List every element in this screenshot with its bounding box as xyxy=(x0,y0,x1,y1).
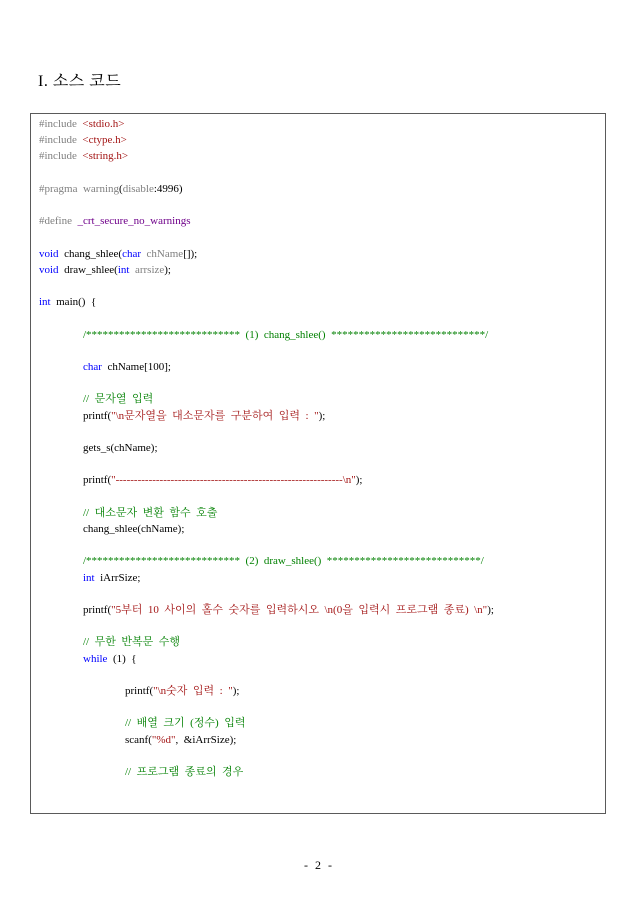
code-token-string: "5부터 10 사이의 홀수 숫자를 입력하시오 \n(0을 입력시 프로그램 종료) \n" xyxy=(111,604,488,616)
page-number: - 2 - xyxy=(304,858,334,872)
section-title: I. 소스 코드 xyxy=(38,73,122,90)
code-token-default: chang_shlee( xyxy=(58,247,123,260)
code-token-preproc: #include xyxy=(39,134,83,147)
code-token-comment: // 배열 크기 (정수) 입력 xyxy=(125,717,246,730)
code-token-default: :4996) xyxy=(153,182,183,195)
code-token-default: scanf( xyxy=(125,733,152,746)
code-token-preproc: #define xyxy=(39,215,78,228)
code-token-default: []); xyxy=(183,247,198,260)
code-token-keyword: char xyxy=(122,247,142,260)
code-token-default: , &iArrSize); xyxy=(175,733,237,746)
code-token-string: "\n문자열을 대소문자를 구분하여 입력 : " xyxy=(111,409,319,422)
code-line xyxy=(125,684,239,698)
code-line xyxy=(39,295,96,309)
code-line xyxy=(39,149,128,163)
code-line xyxy=(83,360,171,374)
code-token-keyword: int xyxy=(117,263,130,276)
code-token-default: (1) { xyxy=(107,652,137,665)
code-line xyxy=(83,522,184,536)
code-token-param: arrsize xyxy=(134,263,165,276)
code-token-default: ); xyxy=(232,685,240,697)
code-line xyxy=(83,506,217,520)
code-line xyxy=(125,716,245,730)
code-line xyxy=(83,409,325,423)
code-token-default: printf( xyxy=(125,685,154,697)
code-token-preproc: disable xyxy=(122,182,154,195)
code-token-keyword: char xyxy=(83,361,102,373)
code-token-default: ); xyxy=(318,409,326,422)
code-token-keyword: int xyxy=(83,571,95,584)
code-line xyxy=(83,473,363,487)
code-line xyxy=(83,571,140,585)
code-line xyxy=(83,554,484,568)
code-line xyxy=(39,117,124,131)
code-token-default: gets_s(chName); xyxy=(83,442,158,454)
code-token-keyword: void xyxy=(39,263,59,276)
code-token-default: ( xyxy=(119,182,123,195)
code-line xyxy=(83,441,158,455)
code-token-string: "\n숫자 입력 : " xyxy=(153,685,233,697)
code-line xyxy=(125,733,236,747)
code-token-comment: /**************************** (1) chang_shlee() ****************************/ xyxy=(83,328,489,341)
code-token-macro: _crt_secure_no_warnings xyxy=(77,215,191,228)
code-token-default: draw_shlee( xyxy=(58,263,118,276)
code-token-default: printf( xyxy=(83,409,112,422)
code-token-header: <string.h> xyxy=(82,150,129,163)
code-token-default: iArrSize; xyxy=(94,571,141,584)
code-token-default: ); xyxy=(355,474,363,487)
code-token-default: ); xyxy=(487,604,494,616)
code-token-default: ); xyxy=(164,263,171,276)
code-line xyxy=(39,182,183,196)
code-token-preproc: #pragma warning xyxy=(39,182,120,195)
code-line xyxy=(83,392,153,406)
code-line xyxy=(39,263,171,277)
code-token-comment: /**************************** (2) draw_shlee() ****************************/ xyxy=(83,555,484,568)
code-line xyxy=(39,214,191,228)
code-line xyxy=(125,765,243,779)
code-line xyxy=(83,328,488,342)
code-token-header: <stdio.h> xyxy=(82,118,125,130)
code-line xyxy=(39,247,197,261)
code-token-default: main() { xyxy=(50,296,97,309)
code-token-comment: // 프로그램 종료의 경우 xyxy=(125,766,244,778)
code-token-keyword: void xyxy=(39,247,59,260)
source-code-box xyxy=(30,113,606,814)
code-token-keyword: int xyxy=(39,296,51,309)
code-token-keyword: while xyxy=(83,652,108,665)
code-token-default: printf( xyxy=(83,474,112,487)
code-line xyxy=(83,635,180,649)
code-token-header: <ctype.h> xyxy=(82,134,127,147)
code-token-preproc: #include xyxy=(39,118,83,130)
code-line xyxy=(39,133,127,147)
code-line xyxy=(83,603,494,617)
code-token-comment: // 문자열 입력 xyxy=(83,393,154,406)
code-token-string: "%d" xyxy=(151,733,176,746)
code-token-param: chName xyxy=(146,247,184,260)
code-token-preproc: #include xyxy=(39,150,83,163)
code-token-string: "--------------------------------------------------------------\n" xyxy=(111,474,356,487)
code-token-comment: // 무한 반복문 수행 xyxy=(83,636,180,649)
code-line xyxy=(83,652,137,666)
code-token-default: chang_shlee(chName); xyxy=(83,523,185,535)
code-token-default: printf( xyxy=(83,604,112,616)
code-token-comment: // 대소문자 변환 함수 호출 xyxy=(83,506,218,519)
code-token-default: chName[100]; xyxy=(101,361,171,373)
